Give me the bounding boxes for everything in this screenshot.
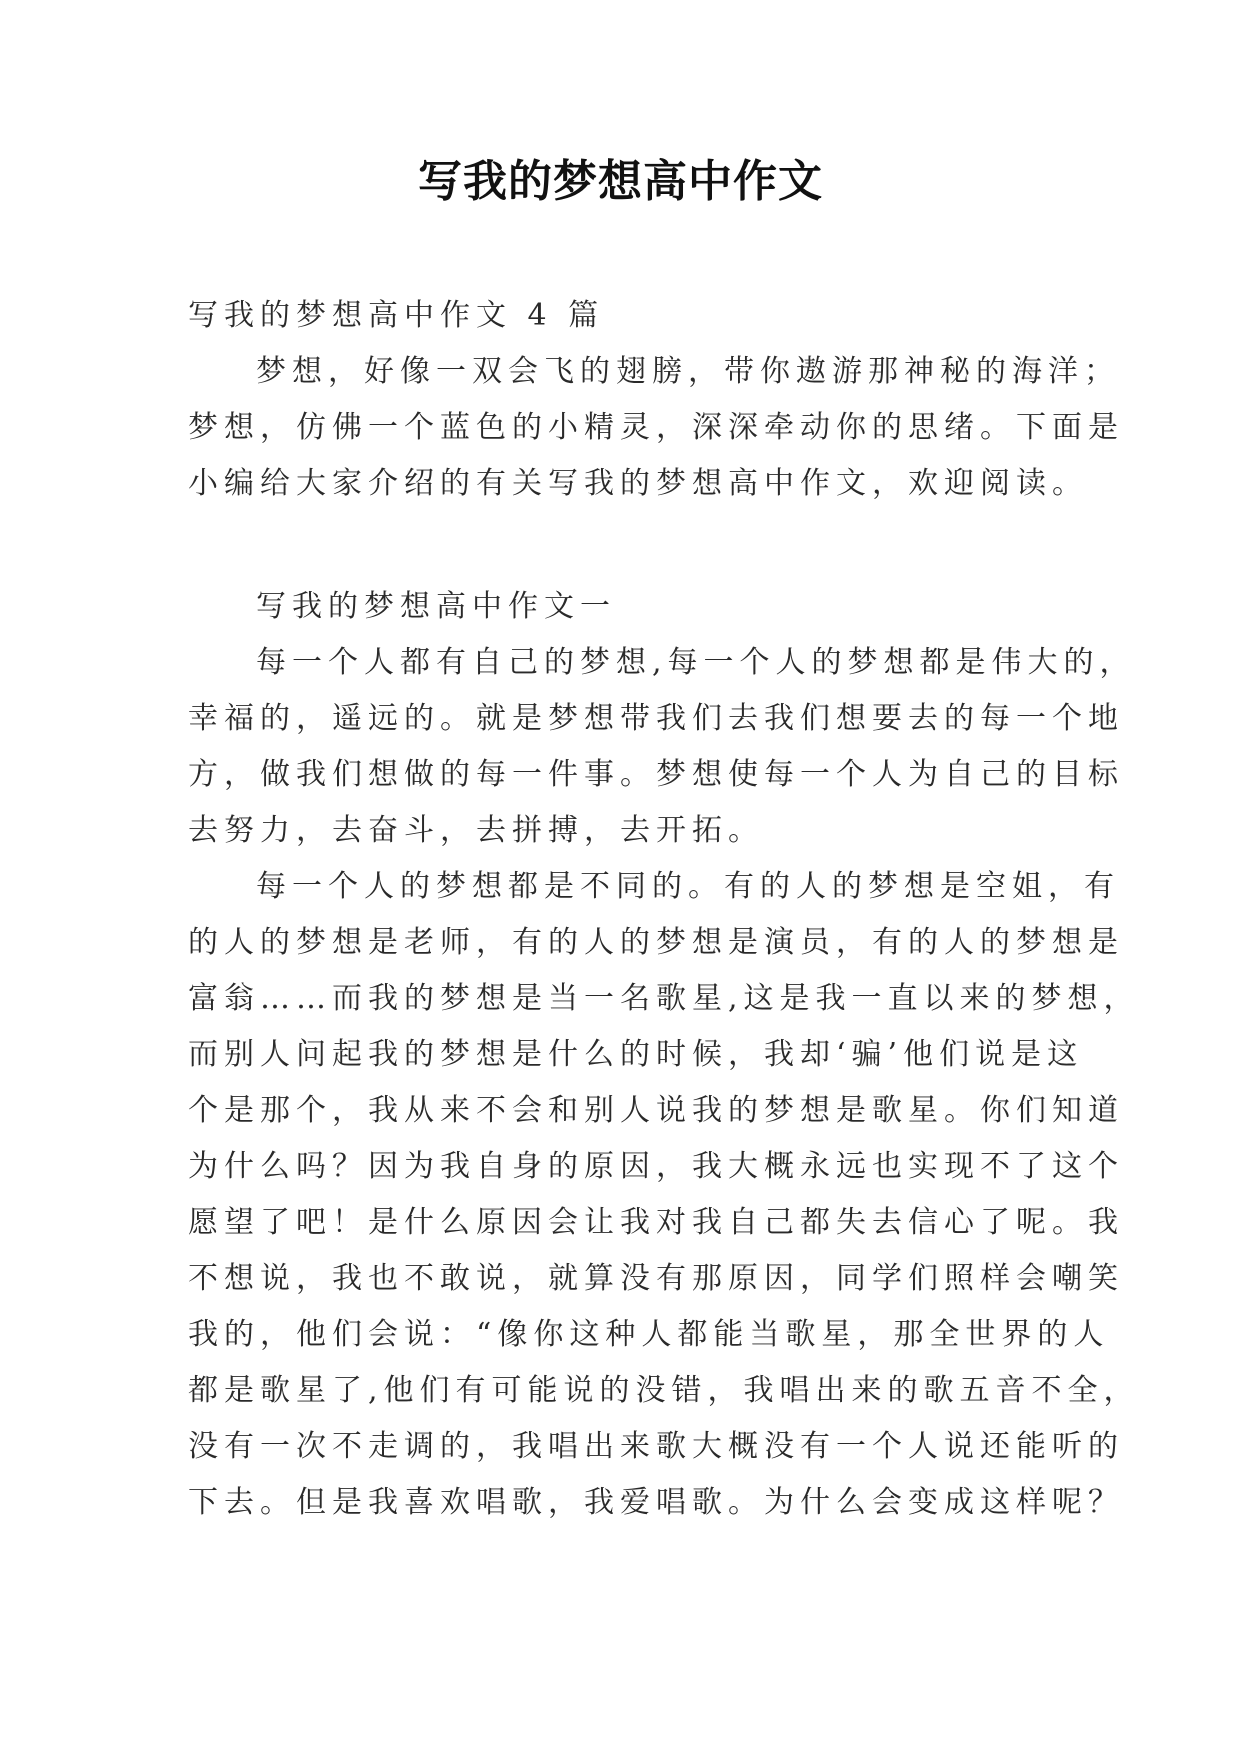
paragraph2-line: 没有一次不走调的，我唱出来歌大概没有一个人说还能听的 <box>188 1429 1124 1464</box>
document-title: 写我的梦想高中作文 <box>418 156 823 207</box>
paragraph2-line: 为什么吗？因为我自身的原因，我大概永远也实现不了这个 <box>188 1149 1124 1184</box>
intro-paragraph <box>188 344 1124 512</box>
paragraph2-line: 富翁……而我的梦想是当一名歌星,这是我一直以来的梦想， <box>188 981 1140 1016</box>
paragraph2-line: 下去。但是我喜欢唱歌，我爱唱歌。为什么会变成这样呢？ <box>188 1485 1124 1520</box>
paragraph1-line: 每一个人都有自己的梦想,每一个人的梦想都是伟大的， <box>256 645 1136 680</box>
intro-line: 小编给大家介绍的有关写我的梦想高中作文，欢迎阅读。 <box>188 466 1088 501</box>
essay-section <box>188 579 1140 1531</box>
intro-line: 梦想，好像一双会飞的翅膀，带你遨游那神秘的海洋； <box>256 354 1120 389</box>
paragraph2-line: 愿望了吧！是什么原因会让我对我自己都失去信心了呢。我 <box>188 1205 1124 1240</box>
paragraph2-line: 而别人问起我的梦想是什么的时候，我却‘骗’他们说是这 <box>188 1037 1084 1072</box>
intro-line: 梦想，仿佛一个蓝色的小精灵，深深牵动你的思绪。下面是 <box>188 410 1124 445</box>
paragraph2-line: 不想说，我也不敢说，就算没有那原因，同学们照样会嘲笑 <box>188 1261 1124 1296</box>
paragraph2-line: 都是歌星了,他们有可能说的没错，我唱出来的歌五音不全， <box>188 1373 1140 1408</box>
paragraph2-line: 个是那个，我从来不会和别人说我的梦想是歌星。你们知道 <box>188 1093 1124 1128</box>
section-heading: 写我的梦想高中作文一 <box>256 589 616 624</box>
paragraph1-line: 方，做我们想做的每一件事。梦想使每一个人为自己的目标 <box>188 757 1124 792</box>
paragraph1-line: 去努力，去奋斗，去拼搏，去开拓。 <box>188 813 764 848</box>
document-subtitle: 写我的梦想高中作文 4 篇 <box>188 298 605 333</box>
paragraph2-line: 我的，他们会说：“像你这种人都能当歌星，那全世界的人 <box>188 1317 1110 1352</box>
paragraph1-line: 幸福的，遥远的。就是梦想带我们去我们想要去的每一个地 <box>188 701 1124 736</box>
paragraph2-line: 每一个人的梦想都是不同的。有的人的梦想是空姐，有 <box>256 869 1120 904</box>
paragraph2-line: 的人的梦想是老师，有的人的梦想是演员，有的人的梦想是 <box>188 925 1124 960</box>
document-subtitle-block <box>188 288 1048 344</box>
